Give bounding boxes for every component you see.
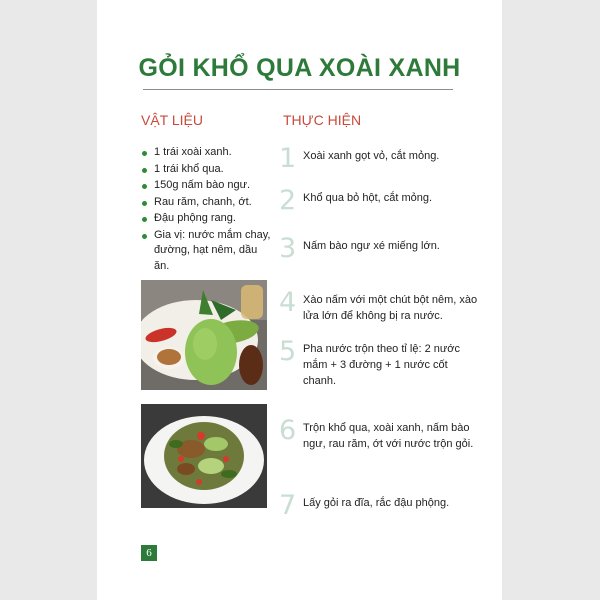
step-text: Nấm bào ngư xé miếng lớn. [303,240,440,252]
step-number: 4 [279,287,297,318]
step-text: Lấy gỏi ra đĩa, rắc đậu phộng. [303,497,450,509]
step-text: Trộn khổ qua, xoài xanh, nấm bào ngư, rau răm, ớt với nước trộn gỏi. [303,422,474,450]
recipe-title: GỎI KHỔ QUA XOÀI XANH [138,54,461,82]
step-text: Khổ qua bỏ hột, cắt mỏng. [303,192,433,204]
ingredient-item: Gia vị: nước mắm chay, đường, hạt nêm, dầu ăn. [141,228,271,275]
title-divider [143,89,453,90]
ingredient-item: Đậu phộng rang. [141,211,271,227]
method-heading: THỰC HIỆN [283,112,362,128]
ingredients-heading: VẬT LIỆU [141,112,203,128]
step-text: Xoài xanh gọt vỏ, cắt mỏng. [303,150,440,162]
step-number: 6 [279,415,297,446]
ingredients-photo [141,280,267,390]
step-number: 3 [279,233,297,264]
ingredient-item: 150g nấm bào ngư. [141,178,271,194]
page-number-badge: 6 [141,545,157,561]
ingredient-item: 1 trái khổ qua. [141,162,271,178]
step-number: 5 [279,336,297,367]
step-number: 1 [279,143,297,174]
step-text: Pha nước trộn theo tỉ lệ: 2 nước mắm + 3 đường + 1 nước cốt chanh. [303,343,460,387]
recipe-page [97,0,502,600]
step-number: 7 [279,490,297,521]
step-number: 2 [279,185,297,216]
step-text: Xào nấm với một chút bột nêm, xào lửa lớn để không bị ra nước. [303,294,478,322]
ingredient-item: 1 trái xoài xanh. [141,145,271,161]
finished-dish-photo [141,404,267,508]
ingredient-item: Rau răm, chanh, ớt. [141,195,271,211]
ingredients-photo-illustration [141,280,267,390]
finished-dish-photo-illustration [141,404,267,508]
ingredient-list [141,145,271,275]
